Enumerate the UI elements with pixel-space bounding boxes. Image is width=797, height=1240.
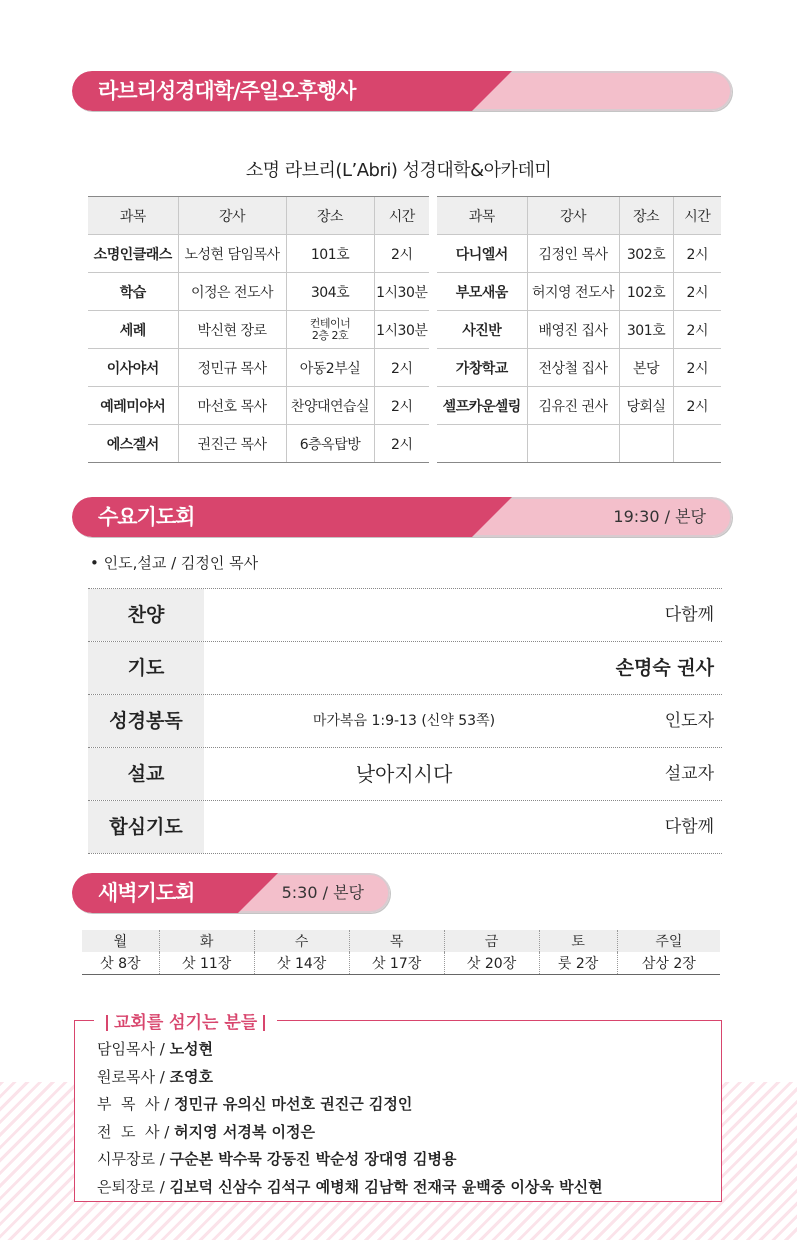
teacher-cell: 이정은 전도사: [178, 273, 286, 311]
place-cell: 301호: [619, 311, 673, 349]
subject-cell: 다니엘서: [437, 235, 527, 273]
header-place: 장소: [619, 197, 673, 235]
servant-names: 정민규 유의신 마선호 권진근 김정인: [174, 1095, 413, 1113]
subject-cell: 소명인클래스: [88, 235, 178, 273]
schedule-table-left: [88, 196, 429, 463]
teacher-cell: 정민규 목사: [178, 349, 286, 387]
service-time: 19:30 / 본당: [613, 507, 706, 526]
place-cell: 찬양대연습실: [286, 387, 374, 425]
servant-role: 부 목 사 /: [97, 1095, 175, 1113]
order-row: [88, 747, 722, 800]
servant-row: [97, 1119, 603, 1147]
teacher-cell: 노성현 담임목사: [178, 235, 286, 273]
servant-role: 전 도 사 /: [97, 1122, 175, 1141]
section-title: 라브리성경대학/주일오후행사: [98, 79, 356, 103]
order-label: 기도: [88, 642, 204, 694]
section-header-wednesday: [72, 497, 732, 537]
order-middle: 마가복음 1:9-13 (신약 53쪽): [312, 713, 496, 729]
table-row: [437, 425, 721, 463]
subject-cell: 예레미야서: [88, 387, 178, 425]
header-teacher: 강사: [178, 197, 286, 235]
servant-names: 허지영 서경복 이정은: [174, 1122, 315, 1141]
subject-cell: [437, 425, 527, 463]
header-subject: 과목: [88, 197, 178, 235]
subject-cell: 세례: [88, 311, 178, 349]
subject-cell: 학습: [88, 273, 178, 311]
order-row: [88, 641, 722, 694]
reading-cell: 삿 20장: [444, 952, 539, 975]
table-row: [88, 273, 429, 311]
time-cell: 2시: [374, 349, 429, 387]
section-title: 새벽기도회: [98, 881, 195, 905]
section-header-labri: [72, 71, 732, 111]
servant-row: [97, 1174, 603, 1202]
time-cell: 1시30분: [374, 273, 429, 311]
teacher-cell: 전상철 집사: [527, 349, 619, 387]
servants-list: [97, 1036, 603, 1201]
order-row: [88, 694, 722, 747]
time-cell: 2시: [673, 349, 721, 387]
day-cell: 화: [159, 930, 254, 952]
place-cell: [619, 425, 673, 463]
section-title: 수요기도회: [98, 505, 195, 529]
header-subject: 과목: [437, 197, 527, 235]
order-right: 인도자: [664, 711, 714, 731]
servant-role: 은퇴장로 /: [97, 1177, 170, 1196]
schedule-table-right: [437, 196, 721, 463]
servant-names: 조영호: [169, 1067, 214, 1086]
order-label: 찬양: [88, 589, 204, 641]
order-label: 성경봉독: [88, 695, 204, 747]
table-row: [88, 349, 429, 387]
header-place: 장소: [286, 197, 374, 235]
order-label: 설교: [88, 748, 204, 800]
time-cell: 2시: [673, 273, 721, 311]
order-row: [88, 588, 722, 641]
table-row: [437, 235, 721, 273]
reading-cell: 삿 11장: [159, 952, 254, 975]
table-row: [88, 235, 429, 273]
order-right: 손명숙 권사: [615, 657, 714, 679]
place-cell: 101호: [286, 235, 374, 273]
place-cell: 304호: [286, 273, 374, 311]
subject-cell: 에스겔서: [88, 425, 178, 463]
day-cell: 토: [539, 930, 617, 952]
place-cell: 102호: [619, 273, 673, 311]
place-cell: 컨테이너 2층 2호: [286, 311, 374, 349]
reading-cell: 삼상 2장: [617, 952, 720, 975]
time-cell: 1시30분: [374, 311, 429, 349]
teacher-cell: 박신현 장로: [178, 311, 286, 349]
teacher-cell: [527, 425, 619, 463]
day-cell: 주일: [617, 930, 720, 952]
time-cell: 2시: [673, 235, 721, 273]
reading-cell: 삿 14장: [254, 952, 349, 975]
table-row: [437, 273, 721, 311]
day-cell: 수: [254, 930, 349, 952]
time-cell: 2시: [673, 387, 721, 425]
time-cell: 2시: [374, 387, 429, 425]
reading-cell: 삿 8장: [82, 952, 159, 975]
day-cell: 금: [444, 930, 539, 952]
servant-row: [97, 1036, 603, 1064]
section-subtitle: 소명 라브리(L’Abri) 성경대학&아카데미: [245, 160, 552, 181]
service-order: [88, 588, 722, 854]
order-right: 다함께: [664, 605, 714, 625]
teacher-cell: 허지영 전도사: [527, 273, 619, 311]
order-label: 합심기도: [88, 801, 204, 853]
header-time: 시간: [673, 197, 721, 235]
servant-names: 구순본 박수묵 강동진 박순성 장대영 김병용: [169, 1150, 457, 1168]
time-cell: 2시: [374, 425, 429, 463]
order-right: 다함께: [664, 817, 714, 837]
time-cell: 2시: [374, 235, 429, 273]
header-teacher: 강사: [527, 197, 619, 235]
reading-cell: 룻 2장: [539, 952, 617, 975]
teacher-cell: 김정인 목사: [527, 235, 619, 273]
table-row: [437, 387, 721, 425]
section-header-dawn: [72, 873, 390, 913]
table-row: [88, 387, 429, 425]
order-middle: 낮아지시다: [355, 762, 453, 786]
servant-row: [97, 1064, 603, 1092]
place-cell: 본당: [619, 349, 673, 387]
servant-role: 담임목사 /: [97, 1040, 170, 1058]
place-cell: 당회실: [619, 387, 673, 425]
table-row: [437, 311, 721, 349]
table-row: [88, 425, 429, 463]
day-cell: 목: [349, 930, 444, 952]
service-time: 5:30 / 본당: [281, 883, 364, 902]
servant-role: 원로목사 /: [97, 1067, 170, 1086]
table-row: [88, 311, 429, 349]
servant-row: [97, 1146, 603, 1174]
place-cell: 302호: [619, 235, 673, 273]
subject-cell: 가창학교: [437, 349, 527, 387]
teacher-cell: 배영진 집사: [527, 311, 619, 349]
order-row: [88, 800, 722, 854]
subject-cell: 셀프카운셀링: [437, 387, 527, 425]
reading-cell: 삿 17장: [349, 952, 444, 975]
servant-row: [97, 1091, 603, 1119]
time-cell: 2시: [673, 311, 721, 349]
teacher-cell: 김유진 권사: [527, 387, 619, 425]
subject-cell: 사진반: [437, 311, 527, 349]
place-cell: 아동2부실: [286, 349, 374, 387]
day-cell: 월: [82, 930, 159, 952]
place-cell: 6층옥탑방: [286, 425, 374, 463]
servant-role: 시무장로 /: [97, 1150, 170, 1168]
dawn-reading-table: [82, 930, 720, 975]
header-time: 시간: [374, 197, 429, 235]
servants-title: [94, 1008, 277, 1033]
servants-title-text: 교회를 섬기는 분들: [114, 1013, 258, 1033]
servant-names: 노성현: [169, 1040, 214, 1058]
leader-note: • 인도,설교 / 김정인 목사: [90, 554, 259, 572]
teacher-cell: 권진근 목사: [178, 425, 286, 463]
subject-cell: 이사야서: [88, 349, 178, 387]
servant-names: 김보덕 신삼수 김석구 예병채 김남학 전재국 윤백중 이상욱 박신현: [169, 1177, 603, 1196]
time-cell: [673, 425, 721, 463]
teacher-cell: 마선호 목사: [178, 387, 286, 425]
order-right: 설교자: [664, 764, 714, 784]
subject-cell: 부모새움: [437, 273, 527, 311]
table-row: [437, 349, 721, 387]
